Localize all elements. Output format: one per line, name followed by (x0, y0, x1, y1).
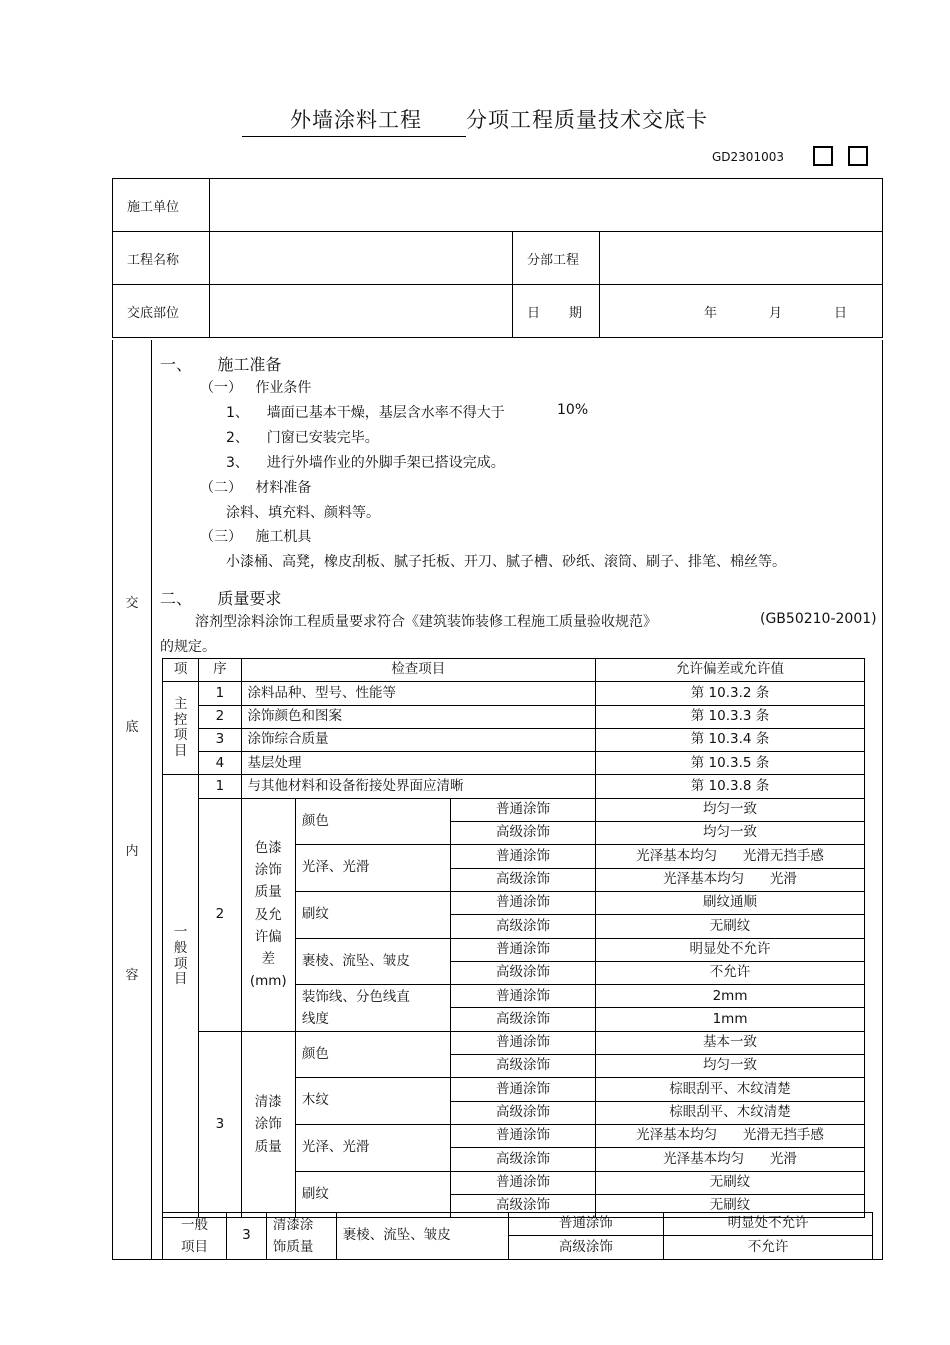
unit-value[interactable] (210, 179, 883, 232)
check-cell: 颜色 (295, 798, 450, 845)
title-suffix: 分项工程质量技术交底卡 (466, 108, 708, 132)
location-value[interactable] (210, 285, 513, 338)
allow-cell: 无刷纹 (596, 1194, 865, 1217)
check-cell: 涂饰颜色和图案 (241, 705, 596, 728)
date-year: 年 (704, 305, 718, 321)
level-normal: 普通涂饰 (451, 1124, 596, 1147)
gen3-label: 清漆 涂饰 质量 (241, 1031, 295, 1217)
allow-cell: 棕眼刮平、木纹清楚 (596, 1078, 865, 1101)
quality-table (162, 658, 865, 1218)
quality-text-end: 的规定。 (160, 639, 216, 655)
allow-cell: 均匀一致 (596, 822, 865, 845)
check-cell: 涂料品种、型号、性能等 (241, 682, 596, 705)
allow-cell: 第 10.3.3 条 (596, 705, 865, 728)
level-advanced: 高级涂饰 (451, 915, 596, 938)
location-label: 交底部位 (113, 285, 210, 338)
sub-tools: （三） 施工机具 (200, 529, 312, 545)
gen2-label: 色漆 涂饰 质量 及允 许偏 差 (mm) (241, 798, 295, 1031)
date-label: 日 期 (513, 285, 600, 338)
seq-cell: 3 (226, 1213, 266, 1260)
side-char: 容 (125, 968, 139, 983)
allow-cell: 光泽基本均匀 光滑无挡手感 (596, 1124, 865, 1147)
quality-text: 溶剂型涂料涂饰工程质量要求符合《建筑装饰装修工程施工质量验收规范》 (195, 614, 657, 630)
level-normal: 普通涂饰 (451, 891, 596, 914)
table-row (163, 659, 865, 682)
allow-cell: 明显处不允许 (664, 1213, 873, 1236)
header-check: 检查项目 (241, 659, 596, 682)
level-advanced: 高级涂饰 (451, 1101, 596, 1124)
materials-text: 涂料、填充料、颜料等。 (226, 505, 380, 521)
header-allow: 允许偏差或允许值 (596, 659, 865, 682)
project-value[interactable] (210, 232, 513, 285)
level-advanced: 高级涂饰 (451, 1148, 596, 1171)
level-advanced: 高级涂饰 (508, 1236, 664, 1259)
allow-cell: 第 10.3.2 条 (596, 682, 865, 705)
check-cell: 与其他材料和设备衔接处界面应清晰 (241, 775, 596, 798)
section-quality-heading: 二、 质量要求 (160, 589, 282, 608)
table-row (163, 798, 865, 821)
division-value[interactable] (600, 232, 883, 285)
check-cell: 裹棱、流坠、皱皮 (336, 1213, 508, 1260)
allow-cell: 均匀一致 (596, 1055, 865, 1078)
seq-cell: 3 (199, 1031, 241, 1217)
condition-3: 3、 进行外墙作业的外脚手架已搭设完成。 (226, 455, 505, 471)
condition-1: 1、 墙面已基本干燥，基层含水率不得大于 (226, 405, 505, 421)
tools-text: 小漆桶、高凳，橡皮刮板、腻子托板、开刀、腻子槽、砂纸、滚筒、刷子、排笔、棉丝等。 (226, 554, 786, 570)
check-cell: 装饰线、分色线直 线度 (295, 985, 450, 1032)
seq-cell: 1 (199, 775, 241, 798)
general-group-label: 一 般 项 目 (163, 775, 199, 1218)
date-value[interactable] (600, 285, 883, 338)
level-normal: 普通涂饰 (451, 798, 596, 821)
page-title (0, 104, 950, 137)
allow-cell: 不允许 (664, 1236, 873, 1259)
level-normal: 普通涂饰 (451, 1078, 596, 1101)
allow-cell: 无刷纹 (596, 915, 865, 938)
allow-cell: 基本一致 (596, 1031, 865, 1054)
sub-materials: （二） 材料准备 (200, 480, 312, 496)
sub-conditions: （一） 作业条件 (200, 380, 312, 396)
table-row (163, 728, 865, 751)
level-normal: 普通涂饰 (451, 1031, 596, 1054)
check-cell: 光泽、光滑 (295, 845, 450, 892)
title-project: 外墙涂料工程 (242, 104, 466, 137)
header-item: 项 (163, 659, 199, 682)
allow-cell: 2mm (596, 985, 865, 1008)
side-label-column (112, 340, 152, 1260)
level-normal: 普通涂饰 (451, 985, 596, 1008)
table-row (163, 1031, 865, 1054)
extra-label: 清漆涂 饰质量 (266, 1213, 336, 1260)
check-cell: 裹棱、流坠、皱皮 (295, 938, 450, 985)
seq-cell: 2 (199, 798, 241, 1031)
checkbox-1[interactable] (813, 146, 833, 166)
allow-cell: 不允许 (596, 961, 865, 984)
allow-cell: 光泽基本均匀 光滑无挡手感 (596, 845, 865, 868)
checkbox-2[interactable] (848, 146, 868, 166)
date-month: 月 (769, 305, 783, 321)
allow-cell: 第 10.3.5 条 (596, 752, 865, 775)
form-code: GD2301003 (712, 150, 784, 164)
info-table (112, 178, 883, 338)
level-advanced: 高级涂饰 (451, 822, 596, 845)
level-normal: 普通涂饰 (508, 1213, 664, 1236)
side-char: 底 (125, 720, 139, 735)
check-cell: 涂饰综合质量 (241, 728, 596, 751)
level-advanced: 高级涂饰 (451, 1194, 596, 1217)
check-cell: 刷纹 (295, 891, 450, 938)
project-label: 工程名称 (113, 232, 210, 285)
table-row (163, 1213, 873, 1236)
date-day: 日 (834, 305, 848, 321)
division-label: 分部工程 (513, 232, 600, 285)
section-prep-heading: 一、 施工准备 (160, 355, 282, 374)
quality-code: (GB50210-2001) (760, 611, 877, 627)
allow-cell: 无刷纹 (596, 1171, 865, 1194)
allow-cell: 棕眼刮平、木纹清楚 (596, 1101, 865, 1124)
allow-cell: 光泽基本均匀 光滑 (596, 868, 865, 891)
condition-1-value: 10% (557, 402, 589, 418)
unit-label: 施工单位 (113, 179, 210, 232)
check-cell: 光泽、光滑 (295, 1124, 450, 1171)
allow-cell: 明显处不允许 (596, 938, 865, 961)
level-advanced: 高级涂饰 (451, 1055, 596, 1078)
seq-cell: 3 (199, 728, 241, 751)
table-row (163, 682, 865, 705)
seq-cell: 4 (199, 752, 241, 775)
allow-cell: 1mm (596, 1008, 865, 1031)
table-row (163, 705, 865, 728)
level-advanced: 高级涂饰 (451, 1008, 596, 1031)
continuation-table (162, 1212, 873, 1260)
check-cell: 颜色 (295, 1031, 450, 1078)
level-normal: 普通涂饰 (451, 938, 596, 961)
content-area (151, 340, 883, 1260)
seq-cell: 2 (199, 705, 241, 728)
level-normal: 普通涂饰 (451, 845, 596, 868)
allow-cell: 第 10.3.8 条 (596, 775, 865, 798)
check-cell: 刷纹 (295, 1171, 450, 1218)
check-cell: 木纹 (295, 1078, 450, 1125)
level-normal: 普通涂饰 (451, 1171, 596, 1194)
table-row (163, 752, 865, 775)
allow-cell: 刷纹通顺 (596, 891, 865, 914)
allow-cell: 光泽基本均匀 光滑 (596, 1148, 865, 1171)
allow-cell: 第 10.3.4 条 (596, 728, 865, 751)
header-seq: 序 (199, 659, 241, 682)
check-cell: 基层处理 (241, 752, 596, 775)
table-row (163, 775, 865, 798)
level-advanced: 高级涂饰 (451, 868, 596, 891)
extra-group-label: 一般 项目 (163, 1213, 227, 1260)
level-advanced: 高级涂饰 (451, 961, 596, 984)
main-group-label: 主 控 项 目 (163, 682, 199, 775)
side-char: 交 (125, 596, 139, 611)
seq-cell: 1 (199, 682, 241, 705)
condition-2: 2、 门窗已安装完毕。 (226, 430, 379, 446)
side-char: 内 (125, 844, 139, 859)
allow-cell: 均匀一致 (596, 798, 865, 821)
